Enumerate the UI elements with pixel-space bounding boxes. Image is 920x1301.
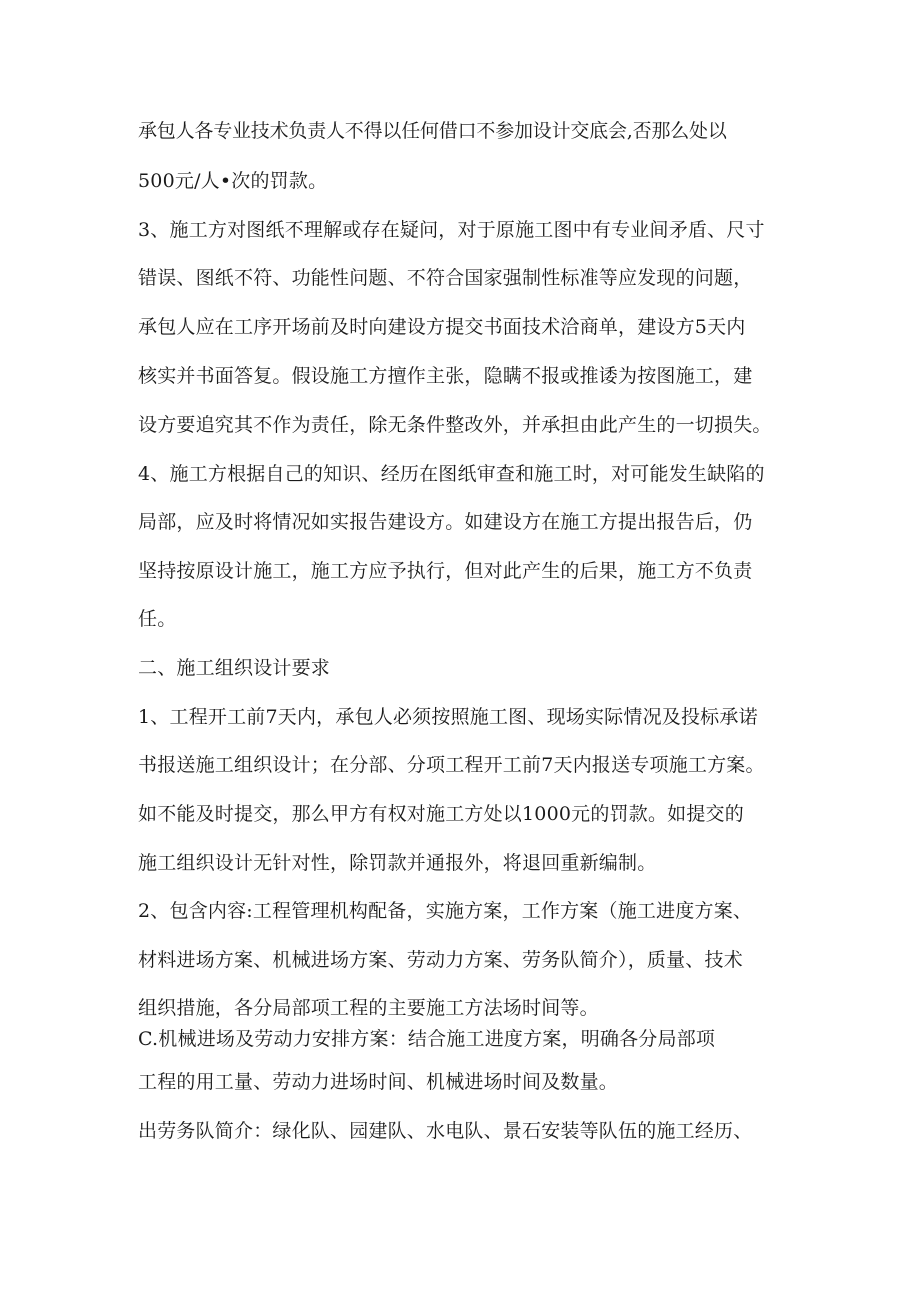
text-line: 材料进场方案、机械进场方案、劳动力方案、劳务队简介），质量、技术 xyxy=(138,949,743,971)
text-line: 坚持按原设计施工，施工方应予执行，但对此产生的后果，施工方不负责 xyxy=(138,560,753,582)
text-line: 设方要追究其不作为责任，除无条件整改外，并承担由此产生的一切损失。 xyxy=(138,414,772,436)
text-line: 承包人应在工序开场前及时向建设方提交书面技术洽商单，建设方5天内 xyxy=(138,316,746,338)
text-line: 核实并书面答复。假设施工方擅作主张，隐瞒不报或推诿为按图施工，建 xyxy=(138,365,753,387)
text-line: 错误、图纸不符、功能性问题、不符合国家强制性标准等应发现的问题， xyxy=(138,267,753,289)
text-line: 3、施工方对图纸不理解或存在疑问，对于原施工图中有专业间矛盾、尺寸 xyxy=(138,219,765,241)
text-line: 如不能及时提交，那么甲方有权对施工方处以1000元的罚款。如提交的 xyxy=(138,803,744,825)
text-line: 任。 xyxy=(138,608,177,630)
text-line: 出劳务队简介：绿化队、园建队、水电队、景石安装等队伍的施工经历、 xyxy=(138,1120,753,1142)
text-line: 500元/人•次的罚款。 xyxy=(138,170,328,192)
text-line: 局部，应及时将情况如实报告建设方。如建设方在施工方提出报告后，仍 xyxy=(138,511,753,533)
text-line: C.机械进场及劳动力安排方案：结合施工进度方案，明确各分局部项 xyxy=(138,1028,716,1050)
text-line: 书报送施工组织设计；在分部、分项工程开工前7天内报送专项施工方案。 xyxy=(138,754,765,776)
text-line: 4、施工方根据自己的知识、经历在图纸审查和施工时，对可能发生缺陷的 xyxy=(138,463,765,485)
text-line: 1、工程开工前7天内，承包人必须按照施工图、现场实际情况及投标承诺 xyxy=(138,706,758,728)
text-line: 2、包含内容:工程管理机构配备，实施方案，工作方案（施工进度方案、 xyxy=(138,900,753,922)
text-line: 组织措施，各分局部项工程的主要施工方法场时间等。 xyxy=(138,997,599,1019)
text-line: 承包人各专业技术负责人不得以任何借口不参加设计交底会,否那么处以 xyxy=(138,120,727,142)
text-line: 工程的用工量、劳动力进场时间、机械进场时间及数量。 xyxy=(138,1071,619,1093)
text-line: 施工组织设计无针对性，除罚款并通报外，将退回重新编制。 xyxy=(138,852,657,874)
section-heading: 二、施工组织设计要求 xyxy=(138,657,331,679)
